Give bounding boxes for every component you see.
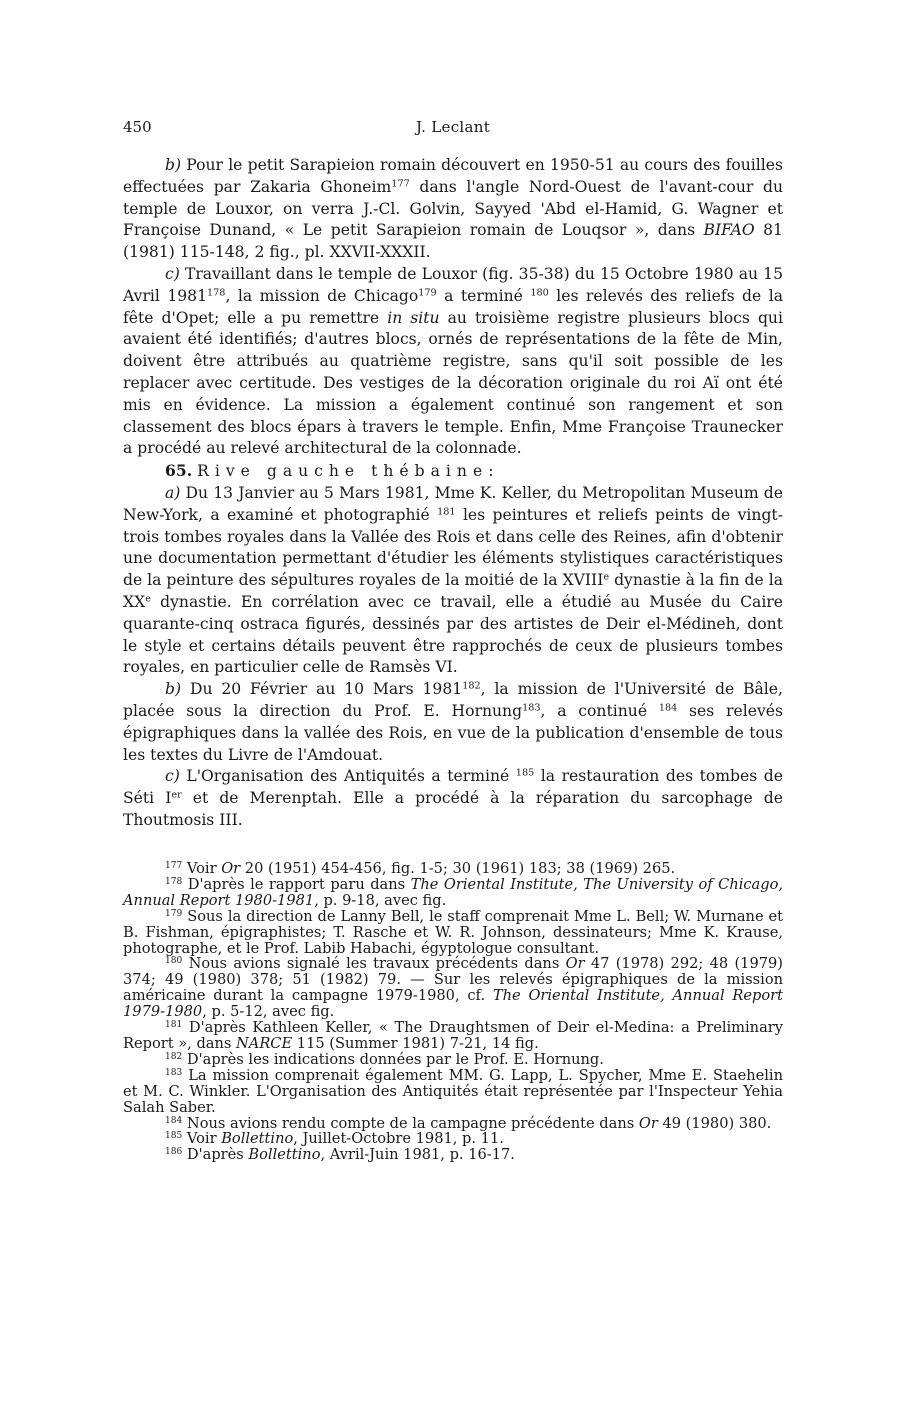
footnote-number: 185 [165, 1131, 183, 1142]
text: a terminé [444, 286, 523, 305]
text: ses relevés épigraphiques dans la vallée des Rois, en vue de la publication d'ensemble de tous les textes du Livre de l'Amdouat. [123, 701, 783, 764]
text: Du 13 Janvier au 5 Mars 1981, Mme K. Keller, du Metropolitan Museum de New-York, a examiné et photographié [123, 483, 783, 524]
text: Voir [186, 1130, 217, 1148]
footnote-ref: 183 [522, 702, 541, 714]
text: , p. 5-12, avec fig. [202, 1003, 335, 1021]
text: , Juillet-Octobre 1981, p. 11. [293, 1130, 504, 1148]
footnote-ref: 178 [207, 287, 226, 299]
text: Nous avions signalé les travaux précédents dans [188, 955, 560, 973]
text: , la mission de Chicago [225, 286, 419, 305]
item-label: c) [165, 264, 180, 283]
text: au troisième registre plusieurs blocs qui avaient été identifiés; d'autres blocs, ornés de représentations de la fête de Min, doivent être attribués au quatrième registre, sans qu'il soit possible de les replacer avec certitude. Des vestiges de la décoration originale du roi Aï ont été mis en évidence. La mission a également continué son rangement et son classement des blocs épars à travers le temple. Enfin, Mme Françoise Traunecker a procédé au relevé architectural de la colonnade. [123, 308, 783, 458]
paragraph-c-organisation [123, 766, 783, 831]
text: 47 (1978) 292; 48 (1979) 374; 49 (1980) 378; 51 (1982) 79. — Sur les relevés épigraphiques de la mission américaine durant la campagne 1979-1980, cf. [123, 955, 783, 1005]
text: dans l'angle Nord-Ouest de l'avant-cour du temple de Louxor, on verra J.-Cl. Golvin, Sayyed 'Abd el-Hamid, G. Wagner et Françoise Dunand, « Le petit Sarapieion romain de Louqsor », dans [123, 177, 783, 240]
footnote-ref: 179 [418, 287, 437, 299]
footnote-182 [123, 1052, 783, 1068]
italic-term: The Oriental Institute, The University of Chicago, Annual Report 1980-1981 [123, 875, 784, 909]
page-header [123, 118, 783, 140]
text: Sous la direction de Lanny Bell, le staff comprenait Mme L. Bell; W. Murnane et B. Fishman, épigraphistes; T. Rasche et W. R. Johnson, dessinateurs; Mme K. Krause, photographe, et le Prof. Labib Habachi, égyptologue consultant. [123, 907, 784, 957]
footnote-ref: 184 [658, 702, 678, 714]
text: D'après les indications données par le Prof. E. Hornung. [186, 1050, 604, 1068]
text: , la mission de l'Université de Bâle, placée sous la direction du Prof. E. Hornung [123, 680, 783, 720]
section-heading [123, 460, 783, 483]
text: 81 (1981) 115-148, 2 fig., pl. XXVII-XXXII. [123, 221, 783, 262]
running-head: J. Leclant [415, 118, 491, 136]
section-number: 65. [165, 461, 193, 481]
text: les peintures et reliefs peints de vingt-trois tombes royales dans la Vallée des Rois et dans celle des Reines, afin d'obtenir une documentation permettant d'étudier les éléments stylistiques caractéristiques de la peinture des sépultures royales de la moitié de la XVIII [123, 505, 783, 590]
footnotes [123, 861, 783, 1163]
text: , Avril-Juin 1981, p. 16-17. [320, 1146, 515, 1164]
footnote-183 [123, 1068, 783, 1116]
footnote-178 [123, 877, 783, 909]
main-text [123, 155, 783, 832]
page-number: 450 [123, 118, 152, 136]
item-label: b) [165, 680, 182, 699]
italic-term: Or [221, 860, 241, 877]
footnote-number: 182 [165, 1051, 183, 1062]
text: , p. 9-18, avec fig. [314, 891, 447, 909]
paragraph-b-bale [123, 679, 783, 766]
footnote-ref: 185 [515, 768, 535, 779]
item-label: b) [165, 156, 182, 174]
italic-term: Bollettino [221, 1130, 294, 1148]
italic-term: Or [565, 955, 585, 973]
footnote-ref: 177 [391, 178, 410, 190]
text: L'Organisation des Antiquités a terminé [186, 767, 510, 786]
italic-term: in situ [387, 308, 440, 327]
italic-term: Or [638, 1114, 658, 1132]
footnote-ref: 181 [437, 506, 456, 518]
text: dynastie à la fin de la XX [123, 571, 783, 611]
superscript: e [603, 571, 610, 583]
footnote-ref: 180 [530, 287, 549, 299]
footnote-number: 178 [165, 876, 183, 887]
text: Du 20 Février au 10 Mars 1981 [189, 680, 463, 699]
footnote-number: 186 [165, 1147, 183, 1158]
text: et de Merenptah. Elle a procédé à la réparation du sarcophage de Thoutmosis III. [123, 789, 783, 829]
footnote-179 [123, 909, 783, 957]
text: Nous avions rendu compte de la campagne précédente dans [186, 1114, 635, 1132]
item-label: a) [165, 483, 181, 502]
footnote-177 [123, 861, 783, 877]
footnote-180 [123, 956, 783, 1020]
footnote-number: 179 [165, 908, 183, 919]
footnote-number: 184 [165, 1115, 183, 1126]
superscript: e [145, 593, 151, 605]
text: 49 (1980) 380. [662, 1114, 772, 1132]
text: D'après Kathleen Keller, « The Draughtsmen of Deir el-Medina: a Preliminary Report », dans [123, 1019, 783, 1052]
text: la restauration des tombes de Séti I [123, 767, 783, 808]
footnote-number: 183 [165, 1067, 183, 1078]
italic-term: Bollettino [248, 1146, 321, 1164]
section-title: Rive gauche thébaine: [197, 462, 500, 481]
text: dynastie. En corrélation avec ce travail, elle a étudié au Musée du Caire quarante-cinq ostraca figurés, dessinés par des artistes de Deir el-Médineh, dont le style et certains détails peuvent être rapprochés de ceux de plusieurs tombes royales, en particulier celle de Ramsès VI. [123, 592, 783, 677]
footnote-number: 181 [165, 1020, 183, 1031]
footnote-184 [123, 1116, 783, 1132]
footnote-ref: 182 [462, 680, 481, 692]
text: les relevés des reliefs de la fête d'Opet; elle a pu remettre [123, 286, 783, 327]
text: 20 (1951) 454-456, fig. 1-5; 30 (1961) 183; 38 (1969) 265. [244, 860, 676, 877]
text: D'après [186, 1146, 244, 1164]
text: La mission comprenait également MM. G. Lapp, L. Spycher, Mme E. Staehelin et M. C. Winkler. L'Organisation des Antiquités était représentée par l'Inspecteur Yehia Salah Saber. [123, 1066, 783, 1116]
footnote-185 [123, 1131, 783, 1147]
text: 115 (Summer 1981) 7-21, 14 fig. [296, 1034, 539, 1052]
italic-term: NARCE [236, 1034, 293, 1052]
paragraph-b-sarapieion [123, 155, 783, 264]
footnote-186 [123, 1147, 783, 1163]
footnote-number: 177 [165, 861, 183, 872]
text: Voir [186, 860, 217, 877]
paragraph-c-louxor [123, 264, 783, 460]
item-label: c) [165, 767, 180, 786]
text: Pour le petit Sarapieion romain découvert en 1950-51 au cours des fouilles effectuées par Zakaria Ghoneim [123, 156, 783, 196]
superscript: er [171, 789, 182, 801]
paragraph-a-keller [123, 483, 783, 679]
text: D'après le rapport paru dans [187, 875, 406, 893]
footnote-181 [123, 1020, 783, 1052]
italic-term: The Oriental Institute, Annual Report 1979-1980 [123, 987, 783, 1021]
journal-title: BIFAO [703, 221, 755, 240]
footnote-number: 180 [165, 956, 183, 967]
text: Travaillant dans le temple de Louxor (fig. 35-38) du 15 Octobre 1980 au 15 Avril 1981 [123, 264, 783, 305]
text: , a continué [540, 701, 648, 720]
